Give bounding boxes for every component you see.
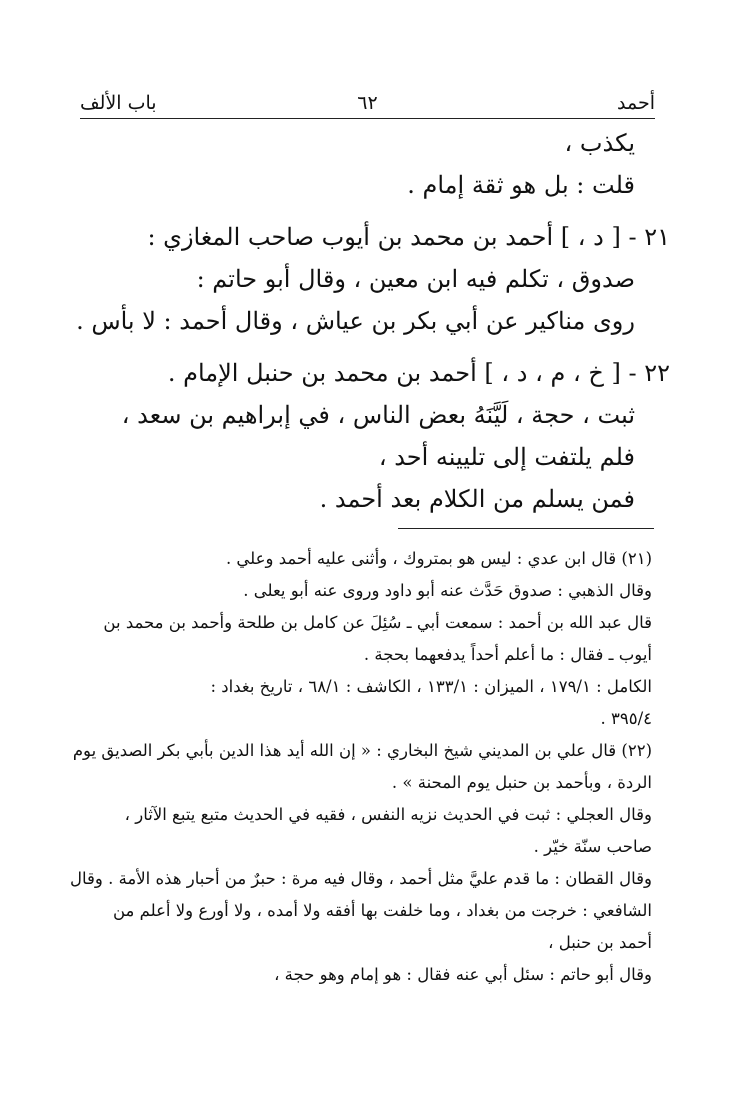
text-line: قلت : بل هو ثقة إمام . (407, 171, 635, 199)
header-chapter-title: باب الألف (80, 92, 157, 114)
entry-21-heading: ٢١ - [ د ، ] أحمد بن محمد بن أيوب صاحب المغازي : (147, 223, 670, 251)
footnote-22-line: وقال أبو حاتم : سئل أبي عنه فقال : هو إمام وهو حجة ، (274, 965, 652, 984)
footnote-22-line: الردة ، وبأحمد بن حنبل يوم المحنة » . (391, 773, 652, 792)
footnote-21-line: الكامل : ١٧٩/١ ، الميزان : ١٣٣/١ ، الكاشف : ٦٨/١ ، تاريخ بغداد : (210, 677, 652, 696)
footnote-21-line: قال عبد الله بن أحمد : سمعت أبي ـ سُئِلَ عن كامل بن طلحة وأحمد بن محمد بن (103, 613, 652, 632)
footnote-21-line: (٢١) قال ابن عدي : ليس هو بمتروك ، وأثنى عليه أحمد وعلي . (225, 549, 652, 568)
text-line: روى مناكير عن أبي بكر بن عياش ، وقال أحمد : لا بأس . (76, 307, 635, 335)
page-header (80, 88, 655, 119)
footnote-22-line: (٢٢) قال علي بن المديني شيخ البخاري : « إن الله أيد هذا الدين بأبي بكر الصديق يوم (72, 741, 652, 760)
page-number: ٦٢ (357, 92, 378, 114)
text-line: يكذب ، (564, 129, 635, 157)
text-line: فلم يلتفت إلى تليينه أحد ، (378, 443, 635, 471)
text-line: صدوق ، تكلم فيه ابن معين ، وقال أبو حاتم : (196, 265, 635, 293)
footnote-21-line: أيوب ـ فقال : ما أعلم أحداً يدفعهما بحجة . (363, 645, 652, 664)
footnote-22-line: وقال العجلي : ثبت في الحديث نزيه النفس ، فقيه في الحديث متبع يتبع الآثار ، (124, 805, 652, 824)
footnote-22-line: أحمد بن حنبل ، (548, 933, 652, 952)
header-entry-name: أحمد (617, 92, 655, 114)
text-line: فمن يسلم من الكلام بعد أحمد . (319, 485, 635, 513)
footnote-22-line: صاحب سنّة خيّر . (533, 837, 652, 856)
footnote-divider (398, 528, 654, 529)
main-text (76, 122, 670, 520)
footnotes (69, 543, 652, 991)
footnote-21-line: ٣٩٥/٤ . (600, 709, 652, 728)
footnote-22-line: وقال القطان : ما قدم عليَّ مثل أحمد ، وقال فيه مرة : حبرٌ من أحبار هذه الأمة . وقال (69, 869, 652, 888)
text-line: ثبت ، حجة ، لَيَّنَهُ بعض الناس ، في إبراهيم بن سعد ، (121, 401, 635, 429)
footnote-21-line: وقال الذهبي : صدوق حَدَّث عنه أبو داود وروى عنه أبو يعلى . (243, 581, 652, 600)
entry-22-heading: ٢٢ - [ خ ، م ، د ، ] أحمد بن محمد بن حنبل الإمام . (167, 359, 670, 387)
footnote-22-line: الشافعي : خرجت من بغداد ، وما خلفت بها أفقه ولا أمده ، ولا أورع ولا أعلم من (112, 901, 652, 920)
